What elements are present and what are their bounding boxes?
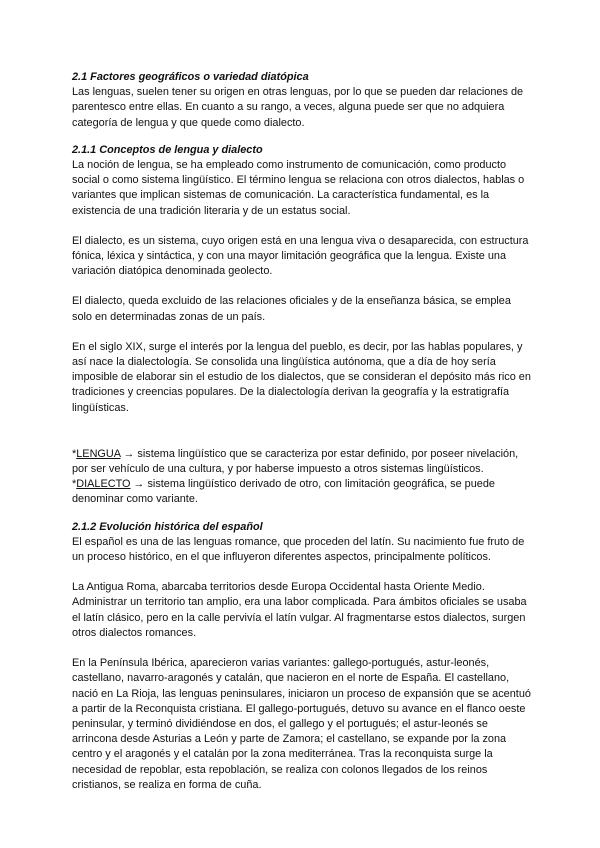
- definition-text: → sistema lingüístico que se caracteriza por estar definido, por poseer nivelación, por ser vehículo de una cultura, y por haberse impuesto a otros sistemas lingüísticos.: [72, 447, 519, 476]
- paragraph: La Antigua Roma, abarcaba territorios desde Europa Occidental hasta Oriente Medio. Administrar un territorio tan amplio, era una labor complicada. Para ámbitos oficiales se usaba el latín clásico, pero en la calle pervivía el latín vulgar. Al fragmentarse estos dialectos, surgen otros dialectos romances.: [72, 581, 527, 639]
- paragraph: En el siglo XIX, surge el interés por la lengua del pueblo, es decir, por las hablas populares, y así nace la dialectología. Se consolida una lingüística autónoma, que a día de hoy sería imposible de elaborar sin el estudio de los dialectos, que se consideran el depósito más rico en tradiciones y creencias populares. De la dialectología derivan la geografía y la estratigrafía lingüísticas.: [72, 340, 531, 414]
- definition-dialecto: [72, 477, 532, 507]
- definition-marker: *: [72, 447, 77, 460]
- document-body: [72, 70, 532, 793]
- definition-lengua: [72, 447, 532, 477]
- definition-marker: *: [72, 478, 77, 491]
- definition-term-dialecto: DIALECTO: [76, 478, 131, 491]
- definition-term-lengua: LENGUA: [76, 447, 121, 460]
- section-heading-2-1-1: 2.1.1 Conceptos de lengua y dialecto: [72, 143, 263, 156]
- paragraph: El español es una de las lenguas romance, que proceden del latín. Su nacimiento fue fruto de un proceso histórico, en el que influyeron diferentes aspectos, principalmente políticos.: [72, 535, 525, 564]
- paragraph: Las lenguas, suelen tener su origen en otras lenguas, por lo que se pueden dar relaciones de parentesco entre ellas. En cuanto a su rango, a veces, alguna puede ser que no adquiera categoría de lengua y que quede como dialecto.: [72, 86, 524, 129]
- definition-text: → sistema lingüístico derivado de otro, con limitación geográfica, se puede denominar como variante.: [72, 478, 495, 506]
- paragraph: La noción de lengua, se ha empleado como instrumento de comunicación, como producto social o como sistema lingüístico. El término lengua se relaciona con otros dialectos, hablas o variantes que implican sistemas de comunicación. La característica fundamental, es la existencia de una tradición literaria y de un estatus social.: [72, 159, 525, 217]
- section-heading-2-1: 2.1 Factores geográficos o variedad diatópica: [72, 71, 309, 83]
- paragraph: El dialecto, es un sistema, cuyo origen está en una lengua viva o desaparecida, con estructura fónica, léxica y sintáctica, y con una mayor limitación geográfica que la lengua. Existe una variación diatópica denominada geolecto.: [72, 234, 529, 278]
- paragraph: En la Península Ibérica, aparecieron varias variantes: gallego-portugués, astur-leonés, castellano, navarro-aragonés y catalán, que nacieron en el norte de España. El castellano, nació en La Rioja, las lenguas peninsulares, iniciaron un proceso de expansión que se acentuó a partir de la Reconquista cristiana. El gallego-portugués, detuvo su avance en el flanco oeste peninsular, y terminó dividiéndose en dos, el gallego y el portugués; el astur-leonés se arrincona desde Asturias a León y parte de Zamora; el castellano, se expande por la zona centro y el aragonés y el catalán por la zona mediterránea. Tras la reconquista surge la necesidad de repoblar, esta repoblación, se realiza con colonos llegados de los reinos cristianos, se realiza en forma de cuña.: [72, 657, 531, 791]
- section-heading-2-1-2: 2.1.2 Evolución histórica del español: [72, 520, 263, 533]
- paragraph: El dialecto, queda excluido de las relaciones oficiales y de la enseñanza básica, se emplea solo en determinadas zonas de un país.: [72, 295, 511, 323]
